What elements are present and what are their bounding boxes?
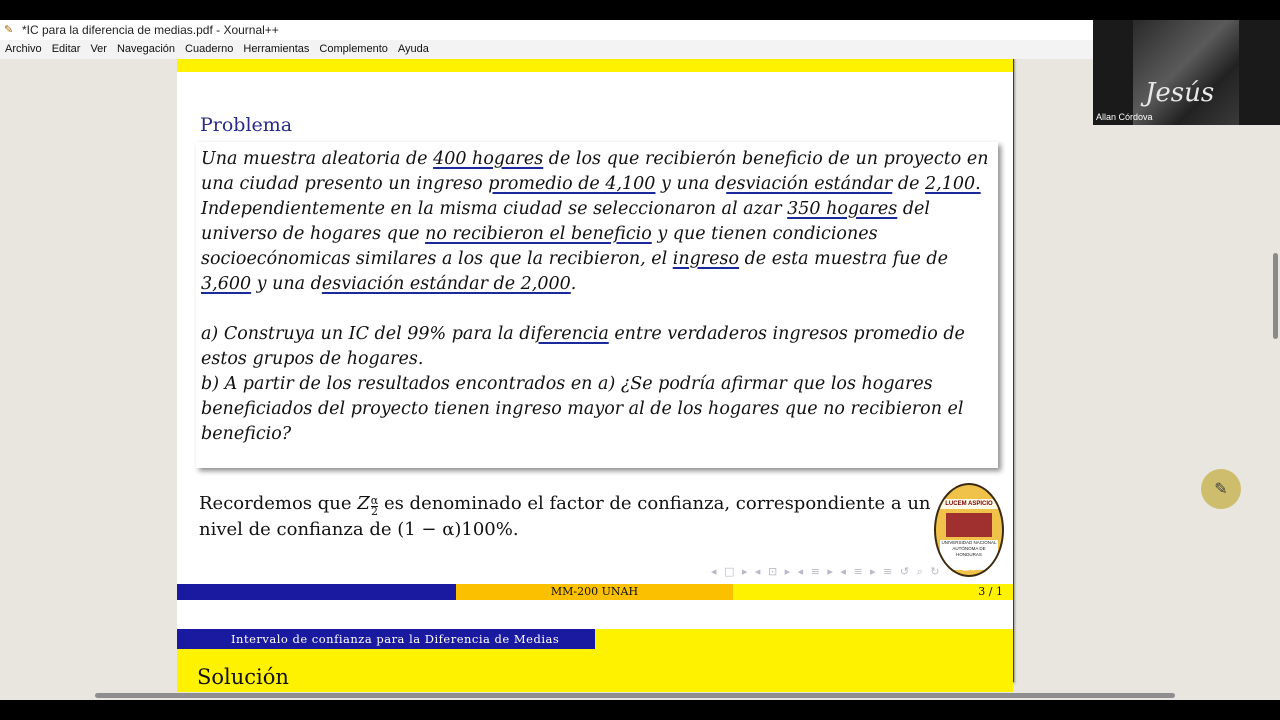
participant-name: Allan Córdova	[1096, 112, 1153, 122]
text-segment: de	[892, 174, 925, 194]
problem-paragraph	[201, 147, 991, 297]
pdf-page-3[interactable]	[177, 59, 1013, 681]
recall-pre: Recordemos que	[199, 493, 358, 514]
blank-line	[201, 297, 991, 322]
recall-post: es denominado el factor de confianza, correspondiente a un nivel de confianza de (1 − α)100%.	[199, 493, 931, 540]
underlined-phrase: esviación estándar	[726, 174, 893, 194]
seal-ring-text: UNIVERSIDAD NACIONAL AUTÓNOMA DE HONDURAS	[940, 540, 998, 570]
vertical-scroll-thumb[interactable]	[1273, 253, 1278, 339]
menu-navegacion[interactable]: Navegación	[116, 43, 176, 55]
slide-header-strip	[177, 59, 1013, 72]
horizontal-scroll-thumb[interactable]	[95, 693, 1175, 698]
footer-blue-segment	[177, 584, 456, 600]
top-black-bar	[0, 0, 1280, 20]
text-segment: y una d	[251, 274, 322, 294]
item-a	[201, 322, 991, 372]
text-segment: Una muestra aleatoria de	[201, 149, 434, 169]
text-segment: y que tienen condiciones socioecónomicas similares a los que la recibieron, el	[201, 224, 878, 269]
horizontal-scrollbar[interactable]	[0, 692, 1280, 700]
underlined-phrase: no recibieron el beneficio	[425, 224, 652, 244]
bottom-black-bar	[0, 700, 1280, 720]
text-segment: .	[570, 274, 577, 294]
beamer-nav-icons[interactable]: ◂ □ ▸ ◂ ⊡ ▸ ◂ ≡ ▸ ◂ ≡ ▸ ≡ ↺ ⌕ ↻	[711, 565, 942, 578]
text-segment: a) Construya un IC del 99% para la di	[201, 324, 537, 344]
underlined-phrase: 400 hogares	[433, 149, 544, 169]
pen-cursor-icon: ✎	[1201, 469, 1241, 509]
text-segment: Independientemente en la misma ciudad se seleccionaron al azar	[201, 199, 788, 219]
text-segment: y una d	[655, 174, 727, 194]
xournal-icon: ✎	[4, 24, 14, 36]
slide2-header: Intervalo de confianza para la Diferencia de Medias	[177, 629, 595, 649]
menu-ver[interactable]: Ver	[90, 43, 107, 55]
menu-cuaderno[interactable]: Cuaderno	[185, 43, 234, 55]
problem-text	[201, 147, 991, 447]
frac-denominator: 2	[371, 505, 378, 518]
underlined-phrase: 3,600	[201, 274, 252, 294]
footer-course: MM-200 UNAH	[456, 584, 733, 600]
problem-block	[196, 142, 998, 468]
seal-motto: LUCEM ASPICIO	[940, 499, 998, 509]
participant-image-text: Jesús	[1145, 78, 1215, 108]
item-b: b) A partir de los resultados encontrados en a) ¿Se podría afirmar que los hogares beneficiados del proyecto tienen ingreso mayor al de los hogares que no recibieron el beneficio?	[201, 374, 964, 444]
participant-image	[1133, 20, 1239, 125]
pdf-page-4[interactable]	[177, 629, 1013, 692]
underlined-phrase: 2,100.	[925, 174, 981, 194]
vertical-scrollbar[interactable]	[1270, 59, 1280, 692]
underlined-phrase: ingreso	[672, 249, 740, 269]
menu-complemento[interactable]: Complemento	[319, 43, 388, 55]
menu-archivo[interactable]: Archivo	[5, 43, 42, 55]
window-title: *IC para la diferencia de medias.pdf - Xournal++	[22, 23, 279, 37]
z-symbol: Z	[357, 493, 370, 514]
text-segment: del universo de hogares que	[201, 199, 930, 244]
text-segment: entre verdaderos ingresos promedio de estos grupos de hogares.	[201, 324, 965, 369]
block-title: Problema	[200, 114, 293, 136]
menu-herramientas[interactable]: Herramientas	[243, 43, 310, 55]
slide-footer	[177, 584, 1013, 600]
underlined-phrase: 350 hogares	[787, 199, 898, 219]
seal-year: 1847	[962, 567, 976, 573]
footer-page-number: 3 / 1	[733, 584, 1013, 600]
document-canvas[interactable]	[0, 59, 1270, 692]
title-bar	[0, 20, 1093, 40]
menu-bar	[0, 40, 1093, 59]
frac-numerator: α	[370, 494, 379, 507]
video-tile	[1093, 20, 1280, 125]
slide2-title: Solución	[197, 665, 289, 689]
underlined-phrase: ferencia	[536, 324, 609, 344]
recall-text	[199, 491, 959, 542]
menu-ayuda[interactable]: Ayuda	[397, 43, 429, 55]
underlined-phrase: promedio de 4,100	[488, 174, 656, 194]
seal-emblem	[946, 513, 992, 537]
text-segment: de esta muestra fue de	[739, 249, 948, 269]
unah-seal-logo	[934, 483, 1004, 577]
text-segment: de los que recibierón beneficio de un proyecto en una ciudad presento un ingreso	[201, 149, 989, 194]
underlined-phrase: esviación estándar de 2,000	[321, 274, 571, 294]
menu-editar[interactable]: Editar	[51, 43, 81, 55]
